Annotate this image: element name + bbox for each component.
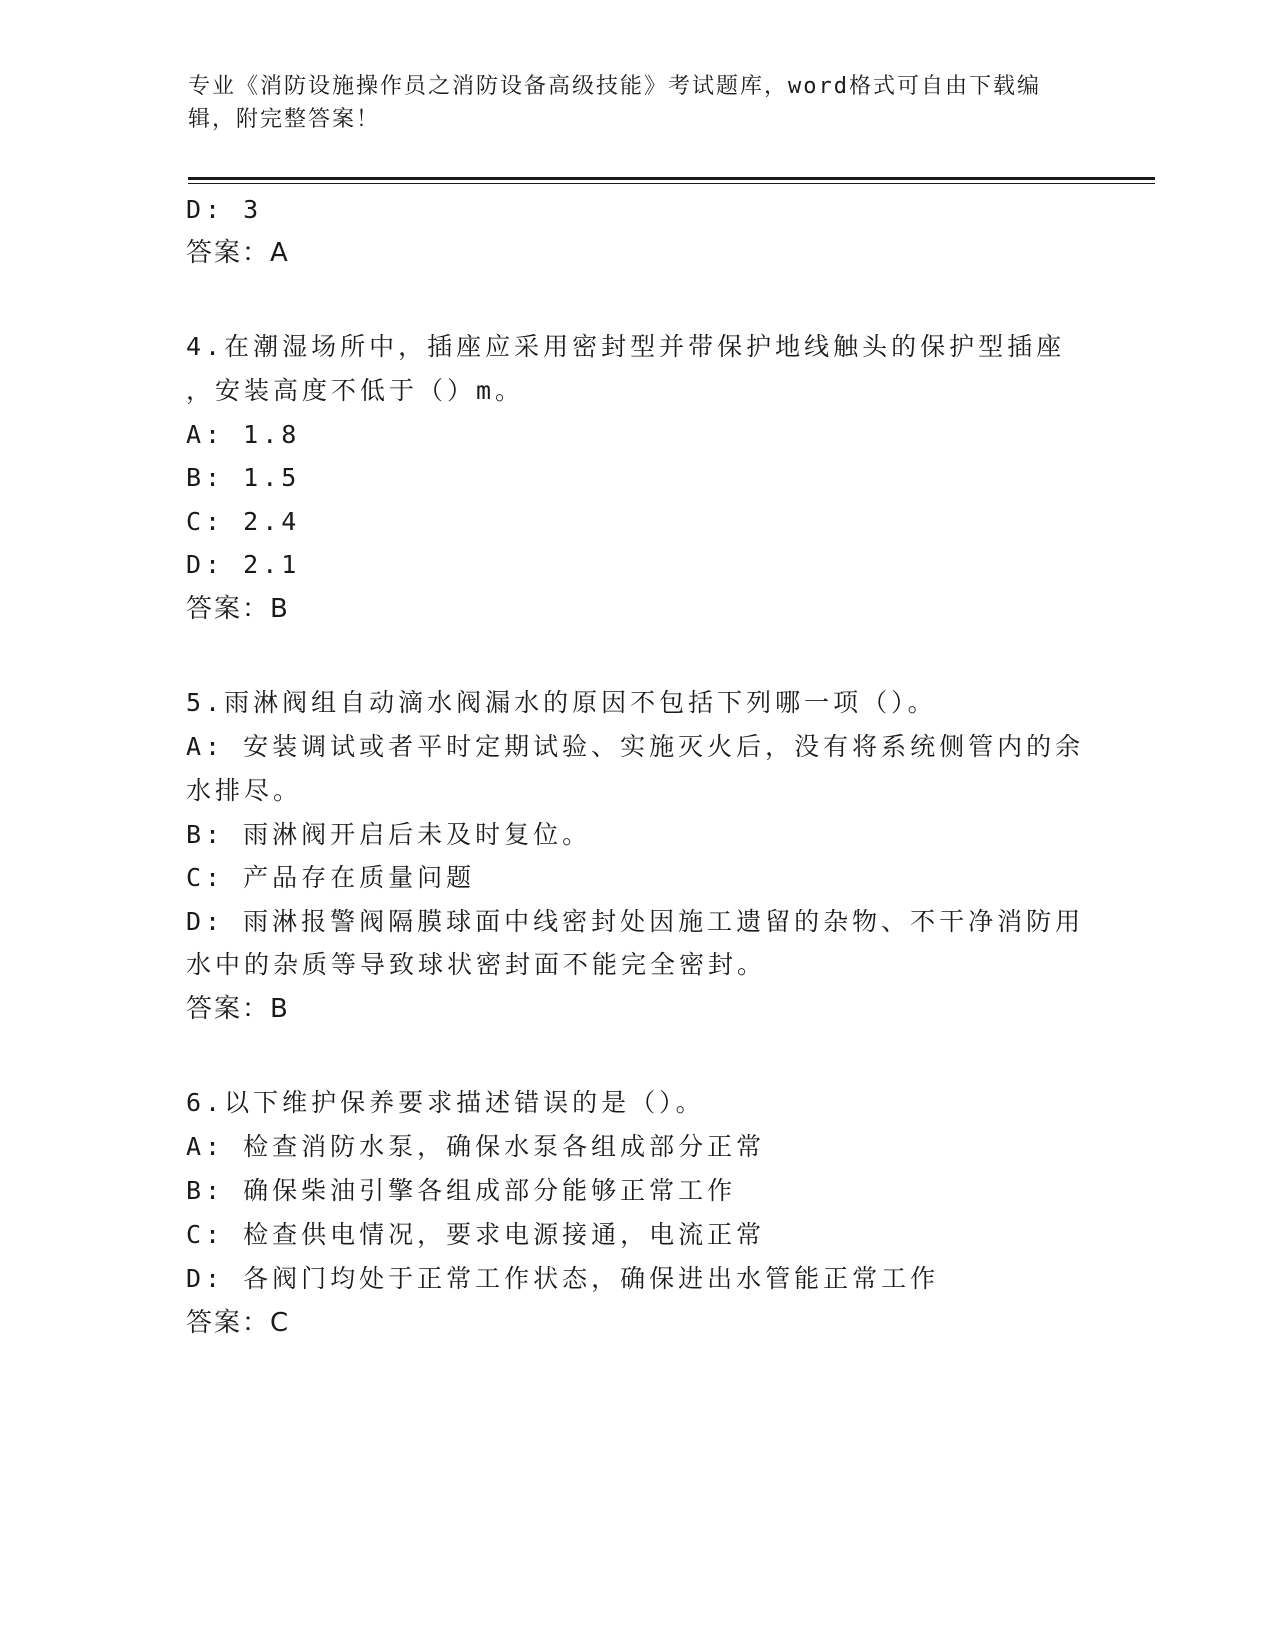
q4-stem-line2: ，安装高度不低于（）m。: [186, 376, 525, 405]
q5-option-d-line2: 水中的杂质等导致球状密封面不能完全密封。: [186, 950, 767, 979]
prev-option-d: D: 3: [186, 195, 263, 224]
document-header: 专业《消防设施操作员之消防设备高级技能》考试题库，word格式可自由下载编辑，附完整答案！: [188, 74, 1041, 132]
q6-stem: 6.以下维护保养要求描述错误的是（）。: [186, 1088, 705, 1117]
q4-option-b: B: 1.5: [186, 463, 301, 492]
q5-option-a-line2: 水排尽。: [186, 776, 303, 805]
q5-option-a-line1: A: 安装调试或者平时定期试验、实施灭火后，没有将系统侧管内的余: [186, 732, 1085, 761]
q6-answer: 答案：C: [186, 1308, 291, 1338]
q4-option-d: D: 2.1: [186, 550, 301, 579]
header-rule-thick: [188, 177, 1155, 180]
q5-option-d-line1: D: 雨淋报警阀隔膜球面中线密封处因施工遗留的杂物、不干净消防用: [186, 907, 1085, 936]
q5-answer: 答案：B: [186, 994, 290, 1024]
q4-stem-line1: 4.在潮湿场所中，插座应采用密封型并带保护地线触头的保护型插座: [186, 332, 1066, 361]
q4-answer: 答案：B: [186, 594, 290, 624]
q5-option-b: B: 雨淋阀开启后未及时复位。: [186, 820, 592, 849]
header-rule-thin: [188, 183, 1155, 184]
q6-option-d: D: 各阀门均处于正常工作状态，确保进出水管能正常工作: [186, 1264, 940, 1293]
q4-option-c: C: 2.4: [186, 507, 301, 536]
q6-option-a: A: 检查消防水泵，确保水泵各组成部分正常: [186, 1132, 766, 1161]
q4-option-a: A: 1.8: [186, 420, 301, 449]
q5-option-c: C: 产品存在质量问题: [186, 863, 476, 892]
q6-option-c: C: 检查供电情况，要求电源接通，电流正常: [186, 1220, 766, 1249]
q5-stem: 5.雨淋阀组自动滴水阀漏水的原因不包括下列哪一项（）。: [186, 688, 937, 717]
prev-answer: 答案：A: [186, 238, 290, 268]
q6-option-b: B: 确保柴油引擎各组成部分能够正常工作: [186, 1176, 737, 1205]
